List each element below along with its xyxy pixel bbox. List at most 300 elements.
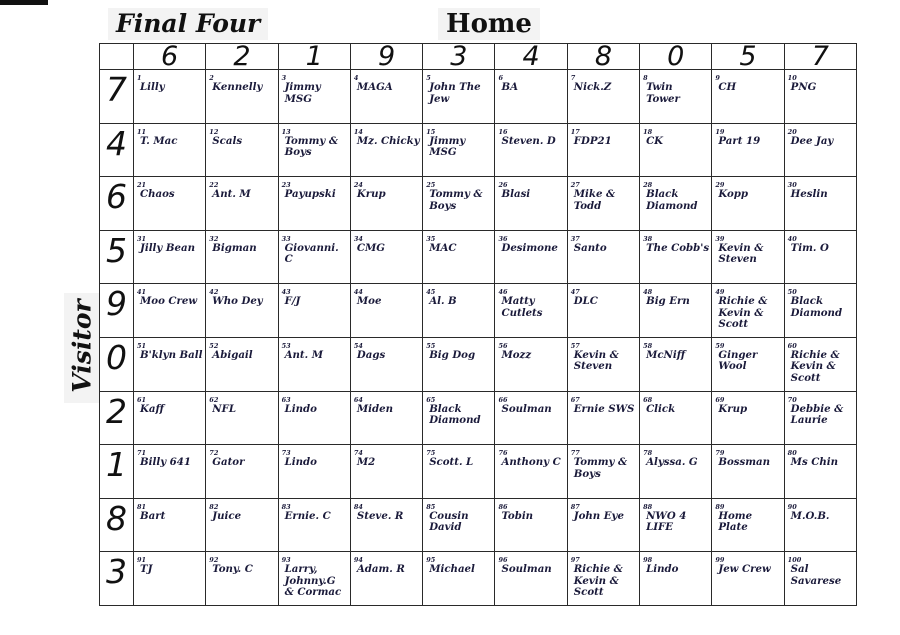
square-number: 60 [787,341,797,350]
square-number: 40 [787,234,797,243]
square-content [423,552,494,605]
square-content [785,284,856,337]
square-content [134,392,205,445]
square-cell [495,552,567,606]
square-cell [206,284,278,338]
square-content [134,177,205,230]
square-owner-name: Kaff [140,402,164,415]
square-number: 79 [715,449,725,458]
square-number: 72 [209,449,219,458]
square-cell [134,70,206,124]
square-content [351,499,422,552]
square-cell [423,123,495,177]
square-cell [134,552,206,606]
square-content [134,338,205,391]
square-cell [278,123,350,177]
square-number: 29 [715,181,725,190]
square-cell [784,498,856,552]
square-cell [567,70,639,124]
square-content [568,231,639,284]
square-content [568,445,639,498]
square-owner-name: B'klyn Ball [140,348,203,361]
square-content [640,284,711,337]
square-number: 91 [137,556,147,565]
square-number: 32 [209,234,219,243]
square-number: 1 [137,74,142,82]
square-number: 48 [643,288,653,297]
square-owner-name: Alyssa. G [646,456,698,469]
square-number: 38 [643,234,653,243]
square-content [423,445,494,498]
square-number: 43 [281,288,291,297]
visitor-number-9: 8 [100,498,134,552]
square-owner-name: Kevin & Steven [718,241,764,266]
square-content [279,445,350,498]
square-content [206,552,277,605]
square-content [712,70,783,123]
square-owner-name: Part 19 [718,134,761,147]
square-owner-name: Click [646,402,676,415]
square-content [712,499,783,552]
square-number: 11 [137,127,147,136]
square-number: 26 [498,181,508,190]
square-number: 31 [137,234,147,243]
square-owner-name: FDP21 [573,134,612,147]
square-number: 73 [281,449,291,458]
square-cell [495,391,567,445]
square-owner-name: Scott. L [429,456,474,469]
square-cell [134,177,206,231]
square-content [423,177,494,230]
visitor-title: Visitor [67,299,97,393]
square-cell [567,284,639,338]
square-cell [784,552,856,606]
square-content [279,177,350,230]
square-cell [495,337,567,391]
home-number-2: 2 [206,44,278,70]
square-number: 19 [715,127,725,136]
grid-row [100,284,857,338]
square-owner-name: Tommy & Boys [284,134,339,159]
square-content [568,552,639,605]
square-cell [134,337,206,391]
square-cell [278,284,350,338]
square-number: 63 [281,395,291,404]
square-number: 81 [137,502,147,511]
square-owner-name: Who Dey [212,295,263,308]
square-content [134,499,205,552]
square-cell [640,498,712,552]
square-content [495,499,566,552]
square-number: 28 [643,181,653,190]
square-content [206,338,277,391]
visitor-number-4: 5 [100,230,134,284]
square-owner-name: Krup [356,188,386,201]
square-cell [278,498,350,552]
square-owner-name: Billy 641 [140,456,191,469]
square-number: 61 [137,395,147,404]
square-content [279,124,350,177]
square-owner-name: Mz. Chicky [356,134,420,147]
grid-row [100,337,857,391]
square-cell [712,337,784,391]
square-content [134,70,205,123]
square-content [712,231,783,284]
square-content [640,499,711,552]
square-cell [206,230,278,284]
square-content [206,284,277,337]
square-content [785,499,856,552]
square-content [351,177,422,230]
square-number: 58 [643,341,653,350]
square-cell [278,552,350,606]
square-owner-name: F/J [284,295,301,308]
visitor-number-7: 2 [100,391,134,445]
square-owner-name: Tim. O [790,241,829,254]
square-number: 39 [715,234,725,243]
square-content [206,177,277,230]
square-owner-name: Michael [429,563,475,576]
home-title: Home [438,8,540,40]
grid-row [100,445,857,499]
square-owner-name: Kevin & Steven [573,348,619,373]
square-cell [784,177,856,231]
square-content [134,445,205,498]
square-owner-name: Lindo [646,563,679,576]
square-owner-name: Ginger Wool [718,348,758,373]
square-cell [784,445,856,499]
square-number: 84 [353,502,363,511]
square-content [495,177,566,230]
square-owner-name: Tommy & Boys [573,456,628,480]
square-owner-name: Al. B [429,295,457,308]
visitor-number-10: 3 [100,552,134,606]
square-content [568,124,639,177]
home-number-10: 7 [784,44,856,70]
square-number: 9 [715,74,720,82]
square-content [206,70,277,123]
square-number: 92 [209,556,219,565]
home-number-row [100,44,857,70]
square-number: 70 [787,395,797,404]
square-content [351,284,422,337]
square-owner-name: CMG [356,241,385,254]
square-cell [640,552,712,606]
grid-row [100,498,857,552]
square-number: 47 [570,288,580,297]
square-cell [423,284,495,338]
square-content [495,552,566,605]
square-cell [206,70,278,124]
corner-mark [0,0,48,5]
square-number: 10 [787,74,797,82]
square-content [423,124,494,177]
square-number: 35 [426,234,436,243]
square-cell [423,337,495,391]
square-content [279,284,350,337]
square-number: 96 [498,556,508,565]
square-number: 97 [570,556,580,565]
square-owner-name: Lindo [284,402,317,415]
square-cell [640,284,712,338]
square-content [785,231,856,284]
square-content [712,445,783,498]
square-cell [495,498,567,552]
square-cell [640,70,712,124]
square-cell [206,177,278,231]
square-cell [423,445,495,499]
square-number: 42 [209,288,219,297]
square-owner-name: Ant. M [284,348,323,361]
square-owner-name: Richie & Kevin & Scott [573,563,623,599]
square-number: 44 [353,288,363,297]
square-cell [567,230,639,284]
square-content [640,231,711,284]
square-number: 99 [715,556,725,565]
square-number: 4 [353,74,359,82]
square-owner-name: Miden [356,402,394,415]
square-number: 5 [426,74,431,82]
square-owner-name: Heslin [790,188,828,201]
square-cell [712,391,784,445]
square-content [640,338,711,391]
square-number: 89 [715,502,725,511]
home-number-4: 9 [350,44,422,70]
square-cell [278,70,350,124]
square-owner-name: Adam. R [356,563,405,576]
square-number: 50 [787,288,797,297]
square-cell [423,70,495,124]
square-content [568,499,639,552]
square-cell [784,391,856,445]
square-number: 98 [643,556,653,565]
square-content [640,124,711,177]
square-owner-name: Mozz [501,348,532,361]
square-cell [567,177,639,231]
square-cell [278,337,350,391]
square-number: 71 [137,449,147,458]
square-number: 3 [281,74,287,82]
square-number: 76 [498,449,508,458]
square-cell [567,337,639,391]
square-number: 30 [787,181,797,190]
square-cell [134,445,206,499]
home-number-7: 8 [567,44,639,70]
square-content [423,231,494,284]
square-cell [206,552,278,606]
grid-row [100,70,857,124]
square-cell [712,230,784,284]
square-cell [712,177,784,231]
square-content [351,445,422,498]
square-content [279,70,350,123]
square-content [785,392,856,445]
square-owner-name: Desimone [501,241,558,254]
square-content [712,392,783,445]
square-content [351,552,422,605]
square-cell [206,445,278,499]
square-owner-name: Anthony C [501,456,561,469]
square-owner-name: McNiff [646,348,686,361]
square-owner-name: Richie & Kevin & Scott [790,348,840,384]
home-number-1: 6 [134,44,206,70]
square-number: 64 [353,395,363,404]
square-cell [423,230,495,284]
square-owner-name: Sal Savarese [790,563,842,587]
square-owner-name: Soulman [501,402,552,415]
square-owner-name: CH [718,81,737,93]
square-cell [495,230,567,284]
square-content [423,338,494,391]
square-number: 46 [498,288,508,297]
square-cell [784,284,856,338]
square-content [712,177,783,230]
square-cell [784,70,856,124]
square-number: 24 [353,181,363,190]
square-content [134,124,205,177]
square-cell [134,284,206,338]
square-number: 2 [209,74,214,82]
grid-corner [100,44,134,70]
square-number: 21 [137,181,147,190]
square-owner-name: John The Jew [429,81,481,105]
square-cell [206,391,278,445]
square-cell [640,230,712,284]
square-number: 77 [570,449,580,458]
square-cell [206,337,278,391]
square-content [351,124,422,177]
square-owner-name: CK [646,134,664,147]
square-owner-name: Home Plate [718,509,753,534]
square-number: 45 [426,288,436,297]
grid-row [100,391,857,445]
square-content [785,552,856,605]
square-owner-name: Black Diamond [646,188,698,212]
square-content [351,70,422,123]
square-owner-name: The Cobb's [646,241,710,254]
square-owner-name: Dags [356,348,386,361]
square-owner-name: Moe [356,295,382,308]
square-content [640,552,711,605]
square-owner-name: Black Diamond [429,402,481,427]
square-owner-name: NFL [212,402,237,415]
square-number: 27 [570,181,580,190]
square-content [495,284,566,337]
square-cell [495,445,567,499]
square-number: 78 [643,449,653,458]
square-owner-name: Cousin David [429,509,469,534]
square-number: 6 [498,74,504,82]
square-content [206,499,277,552]
square-cell [640,123,712,177]
square-owner-name: Tony. C [212,563,253,576]
square-number: 90 [787,502,797,511]
square-cell [134,498,206,552]
square-cell [423,498,495,552]
square-number: 34 [353,234,363,243]
square-number: 59 [715,341,725,350]
square-content [712,338,783,391]
square-owner-name: Lindo [284,456,317,469]
square-cell [134,391,206,445]
square-owner-name: Big Ern [646,295,690,308]
square-content [640,70,711,123]
square-cell [567,552,639,606]
square-owner-name: Kopp [718,188,749,201]
square-cell [278,391,350,445]
square-number: 12 [209,127,219,136]
square-owner-name: Black Diamond [790,295,843,319]
square-cell [350,70,422,124]
square-number: 51 [137,341,147,350]
square-number: 8 [643,74,648,82]
square-content [423,70,494,123]
square-content [351,231,422,284]
square-content [495,338,566,391]
square-owner-name: Krup [718,402,748,415]
visitor-number-5: 9 [100,284,134,338]
visitor-number-6: 0 [100,337,134,391]
square-cell [423,552,495,606]
square-content [351,392,422,445]
square-cell [567,445,639,499]
square-content [423,392,494,445]
square-cell [784,123,856,177]
square-owner-name: MAGA [356,81,393,93]
square-content [640,392,711,445]
square-owner-name: Jimmy MSG [284,81,321,105]
square-number: 49 [715,288,725,297]
square-content [279,231,350,284]
square-owner-name: Jilly Bean [140,241,195,254]
square-content [785,177,856,230]
square-content [279,338,350,391]
square-owner-name: Lilly [140,81,165,93]
square-content [785,124,856,177]
square-cell [712,498,784,552]
square-content [712,552,783,605]
square-content [134,284,205,337]
square-number: 62 [209,395,219,404]
square-content [134,552,205,605]
square-cell [278,177,350,231]
square-owner-name: Chaos [140,188,175,201]
square-content [568,70,639,123]
square-cell [640,177,712,231]
square-number: 69 [715,395,725,404]
square-owner-name: Debbie & Laurie [790,402,844,427]
visitor-number-2: 4 [100,123,134,177]
square-owner-name: Ms Chin [790,456,839,469]
square-cell [640,337,712,391]
square-number: 25 [426,181,436,190]
square-cell [423,177,495,231]
square-owner-name: Dee Jay [790,134,834,147]
square-content [206,445,277,498]
square-number: 36 [498,234,508,243]
square-number: 33 [281,234,291,243]
square-number: 75 [426,449,436,458]
square-cell [423,391,495,445]
square-owner-name: Big Dog [429,348,476,361]
square-number: 83 [281,502,291,511]
square-owner-name: Giovanni. C [284,241,339,266]
grid-row [100,552,857,606]
square-cell [350,230,422,284]
square-cell [278,445,350,499]
square-owner-name: Larry, Johnny.G & Cormac [284,563,342,599]
square-content [279,552,350,605]
